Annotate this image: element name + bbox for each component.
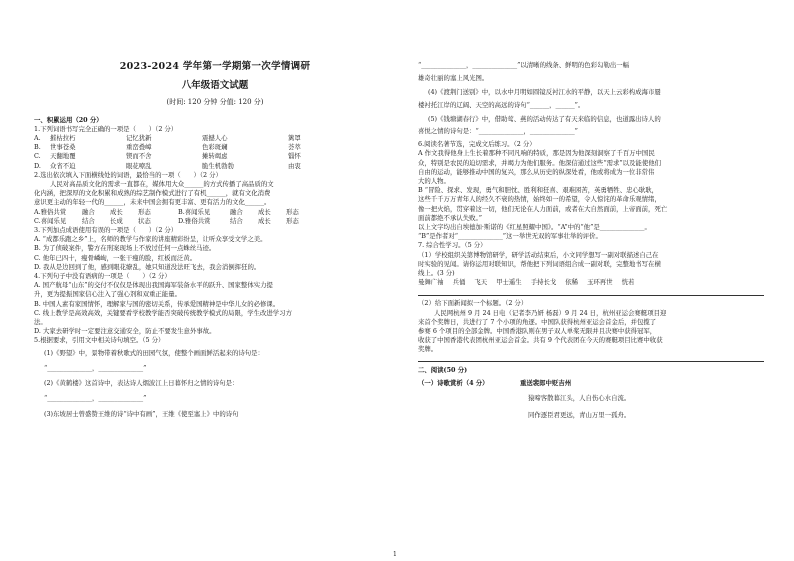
right-column [418, 58, 764, 421]
question-2-option-cell: 形态 [286, 207, 299, 216]
question-2: 2.选出依次填入下面横线处的词语，最恰当的一项（ ）（2 分） [34, 170, 222, 179]
question-1-option-cell: 眼花嘹乱 [126, 161, 152, 170]
question-1-option-cell: 记忆犹新 [126, 134, 152, 143]
question-3: 3.下列加点成语使用有误的一项是（ ）（2 分） [34, 226, 178, 235]
couplet-word: 甲士遥生 [496, 278, 522, 287]
question-3-option-b: B. 为了侦破案件，警方在刑案现场上不放过任何一点蛛丝马迹。 [34, 244, 216, 253]
poem-section-label: （一）诗歌赏析（4 分） [418, 378, 489, 387]
question-4-option-b: B. 中国人素有家国情怀，理解家与国的密切关系，传承爱国精神是中华儿女的必修课。 [34, 299, 280, 308]
question-2-option-cell: 长成 [110, 216, 123, 225]
passage-a: 众，特别是农民的迫切需求，并竭力为他们服务。他深信通过这些“需求”以及能使他们 [418, 158, 661, 167]
poem-header [418, 379, 764, 388]
passage-b: B “冒险、探求、发现，勇气和胆忱、胜利和狂喜、艰难困苦，英勇牺牲、忠心耿耿， [418, 186, 659, 195]
passage-b: 面前都绝不承认失败。” [418, 213, 482, 222]
passage-a: A 作文我得他身上生长着那种不同凡响的特质，那是因为他深刻洞察了千百万中国民 [418, 149, 655, 158]
couplet-word-list [418, 278, 764, 287]
passage-a: 自由的运动，能够推动中国的复兴，那么从历史的纵深处看，他或将成为一位非常伟 [418, 167, 655, 176]
question-5-part-1: (1)《野望》中，景物带着秋歌式的田园气氛，使整个画面鲜活起来的诗句是： [44, 348, 264, 357]
question-2-option-cell: 形态 [286, 216, 299, 225]
question-2-text: 化内涵，把深厚的文化积累和成熟的综艺制作模式进行了有机______，就有文化消费 [34, 189, 271, 198]
question-7-part-1: 线上。(3 分) [418, 269, 455, 278]
question-1-option-cell: 篱罩 [288, 134, 301, 143]
question-1-option-cell: 由衷 [288, 161, 301, 170]
question-2-options [34, 208, 396, 226]
question-5-part-5: (5)《钱塘湖春行》中，借助莺、燕的活动传达了有天来临的信息，也道露出诗人的 [428, 114, 661, 123]
question-1-option-row [34, 162, 396, 171]
question-4-option-c: C. 线上教学是高效高效，关键要看学校教学能否突破传统教学模式的局限，学生改进学习方 [34, 308, 292, 317]
question-7-part-1: （1）学校组织关第博物馆研学，研学活动结束后，小文同学想写一副对联描述自己在 [418, 250, 659, 259]
section-heading: 一、积累运用（20 分） [34, 115, 103, 124]
question-6: 6.阅读名著节选，完成文后练习。（2 分） [418, 140, 536, 149]
question-1-option-row [34, 152, 396, 161]
question-1-options [34, 134, 396, 171]
question-1-option-cell: 荟萃 [288, 143, 301, 152]
question-5-part-5-cont: 喜悦之情的诗句是：“______________，______________” [418, 127, 578, 136]
question-1-option-cell: 重峦叠嶂 [126, 143, 152, 152]
answer-blank[interactable]: “______________，______________”以清晰的线条、鲜明的色彩勾勒出一幅 [418, 61, 630, 69]
poem-line: 猿啼客散暮江头，人自伤心水自流。 [528, 394, 631, 403]
question-1-option-cell: 天翻地覆 [50, 152, 76, 161]
question-1-option-cell: A. [34, 134, 41, 143]
question-2-option-cell: A.雅俗共赏 [34, 207, 67, 216]
question-5-part-3: (3)东坡居士曾盛赞王维的诗“诗中有画”，王维《使至塞上》中的诗句 [44, 409, 239, 418]
couplet-word: 兵俑 [452, 278, 466, 287]
poem-title: 重送裴郎中贬吉州 [520, 378, 572, 387]
couplet-word: 手持长戈 [530, 278, 557, 287]
question-1-option-cell: B. [34, 143, 41, 152]
section-heading: 二、阅读(50 分) [418, 365, 468, 374]
question-1-option-cell: 震撼人心 [202, 134, 228, 143]
answer-blank[interactable]: “______________，______________” [44, 363, 147, 372]
news-text: 参赛 6 个项目的全部金牌。中国香港队则在男子双人单桨无限并且决赛中获得冠军， [418, 327, 657, 336]
question-4-option-c-cont: 法。 [34, 318, 47, 327]
question-5-part-2: (2)《黄鹤楼》这首诗中，表达诗人烟波江上日暮怀归之情的诗句是： [44, 379, 239, 388]
question-4: 4.下列句子中没有语病的一项是（ ）（2 分） [34, 272, 171, 281]
question-1-option-cell: 众省不迫 [50, 161, 76, 170]
question-2-option-row [34, 208, 396, 217]
question-2-option-cell: 状态 [138, 216, 151, 225]
news-text: 来首个奖牌日，共进行了 7 个小项的角逐。中国队获得杭州亚运会首金后，并包揽了 [418, 317, 657, 326]
couplet-word: 依稀 [565, 278, 579, 287]
question-1-option-row [34, 134, 396, 143]
exam-title: 2023-2024 学年第一学期第一次学情调研 [119, 61, 311, 72]
passage-a: 大的人物。 [418, 177, 450, 186]
question-2-option-row [34, 217, 396, 226]
couplet-word: 玉环再世 [587, 278, 613, 287]
question-2-option-cell: 成长 [258, 207, 271, 216]
question-2-option-cell: 成长 [258, 216, 271, 225]
answer-line[interactable] [418, 361, 764, 362]
question-7-part-1: 时实验的见闻。请你运用对联知识，帮他把下列词语组合成一副对联，完整地书写在横 [418, 259, 661, 268]
question-2-option-cell: 融合 [82, 207, 95, 216]
question-1-option-cell: 色彩斑斓 [202, 143, 228, 152]
passage-b: 像一把火焰，贯穿着这一切，他们无论在人力面前，或者在大自然面前，上帝面前，死亡 [418, 204, 668, 213]
question-1-option-cell: 摊转竭虑 [202, 152, 228, 161]
question-1-option-cell: 脆生机勃勃 [202, 161, 234, 170]
question-5-part-4-cont: 楼衬托江岸的辽阔、天空的高远的诗句“______，______”。 [418, 100, 585, 109]
question-3-option-d: D. 我从是边回到了他，感到眼花缭乱，她只知道没法旺飞去，我会消倒挥狂的。 [34, 262, 261, 271]
question-2-option-cell: 形态 [138, 207, 151, 216]
answer-blank[interactable]: “______________，______________” [44, 394, 147, 403]
question-2-text: 意识更主动的年轻一代的______，未来中国会拥有更丰富、更有活力的文化______。 [34, 198, 271, 207]
question-1-option-cell: 锱怀 [288, 152, 301, 161]
question-1-option-cell: 锲而不舍 [126, 152, 152, 161]
question-6-prompt: 以上文字均出自埃德加·斯诺的《红星照耀中国》。“A”中的“他”是______________。 [418, 223, 651, 232]
passage-b: 这些千千万万青年人的经久不衰的热情，始终如一的希望，令人惊诧的革命乐观情绪， [418, 195, 661, 204]
couplet-word: 恍若 [621, 278, 635, 287]
question-3-option-c: C. 他年已四十，瘦骨嶙峋，一张干瘦的脸，红板而泛黄。 [34, 253, 197, 262]
left-column [34, 0, 396, 419]
question-1: 1.下列词语书写完全正确的一项是（ ）（2 分） [34, 124, 178, 133]
question-1-option-cell: C. [34, 152, 41, 161]
couplet-word: 曼舞广袖 [418, 278, 444, 287]
question-2-text: 人民对高品质文化的需求一直都在，媒体用大众______的方式传播了高品质的文 [50, 180, 274, 189]
question-1-option-cell: 世事苍桑 [50, 143, 76, 152]
exam-meta: (时间: 120 分钟 分值: 120 分) [166, 98, 264, 107]
question-6-prompt: “B”是作者对“______________”这一举世无双的军事壮举的评价。 [418, 232, 602, 241]
question-2-option-cell: 成长 [110, 207, 123, 216]
question-2-option-cell: C.喜闻乐见 [34, 216, 67, 225]
question-1-option-cell: D. [34, 161, 41, 170]
news-text: 收获了中国香港代表团杭州亚运会首金。共有 9 个代表团在今天的赛艇项目比赛中收获 [418, 336, 663, 345]
question-7: 7. 综合性学习。（5 分） [418, 241, 487, 250]
answer-line[interactable] [418, 295, 764, 296]
news-text: 人民网杭州 9 月 24 日电（记者李乃妍 杨磊）9 月 24 日，杭州亚运会赛艇项目迎 [434, 308, 667, 317]
question-4-option-d: D. 大家去研学时一定要注意交通安全，防止不要发生意外事故。 [34, 327, 216, 336]
question-5: 5.根据要求，引用文中相关诗句填空。（5 分） [34, 336, 165, 345]
question-5-part-3-cont: 雄奇壮丽的塞上风光图。 [418, 74, 489, 83]
page-number: 1 [393, 551, 397, 558]
question-2-option-cell: 融合 [230, 207, 243, 216]
news-text: 奖牌。 [418, 345, 438, 354]
question-2-option-cell: 结合 [230, 216, 243, 225]
question-4-option-a-cont: 升，更为提振国家信心注入了强心剂和双重正能量。 [34, 290, 181, 299]
poem-line: 同作逐臣君更远，青山万里一孤舟。 [528, 411, 631, 420]
question-2-option-cell: D.雅俗共赏 [178, 216, 211, 225]
question-4-option-a: A. 国产航母“山东”的交付不仅仅是体现出我国海军装备水平的跃升、国家整体实力提 [34, 281, 273, 290]
question-2-option-cell: B.喜闻乐见 [178, 207, 211, 216]
question-7-part-2: （2）给下面新闻拟一个标题。（2 分） [418, 299, 528, 308]
question-5-part-4: (4)《渡荆门送别》中，以水中月明如圆镜反衬江水的平静，以天上云彩构成海市蜃 [428, 88, 661, 97]
couplet-word: 飞天 [474, 278, 488, 287]
question-2-option-cell: 结合 [82, 216, 95, 225]
question-1-option-cell: 摧枯拉朽 [50, 134, 76, 143]
exam-subtitle: 八年级语文试题 [181, 80, 249, 92]
question-3-option-a: A. “成都乐跑之乡”上，名师的教学与作家的讲座精彩纷呈，让听众享受文学之美。 [34, 235, 267, 244]
